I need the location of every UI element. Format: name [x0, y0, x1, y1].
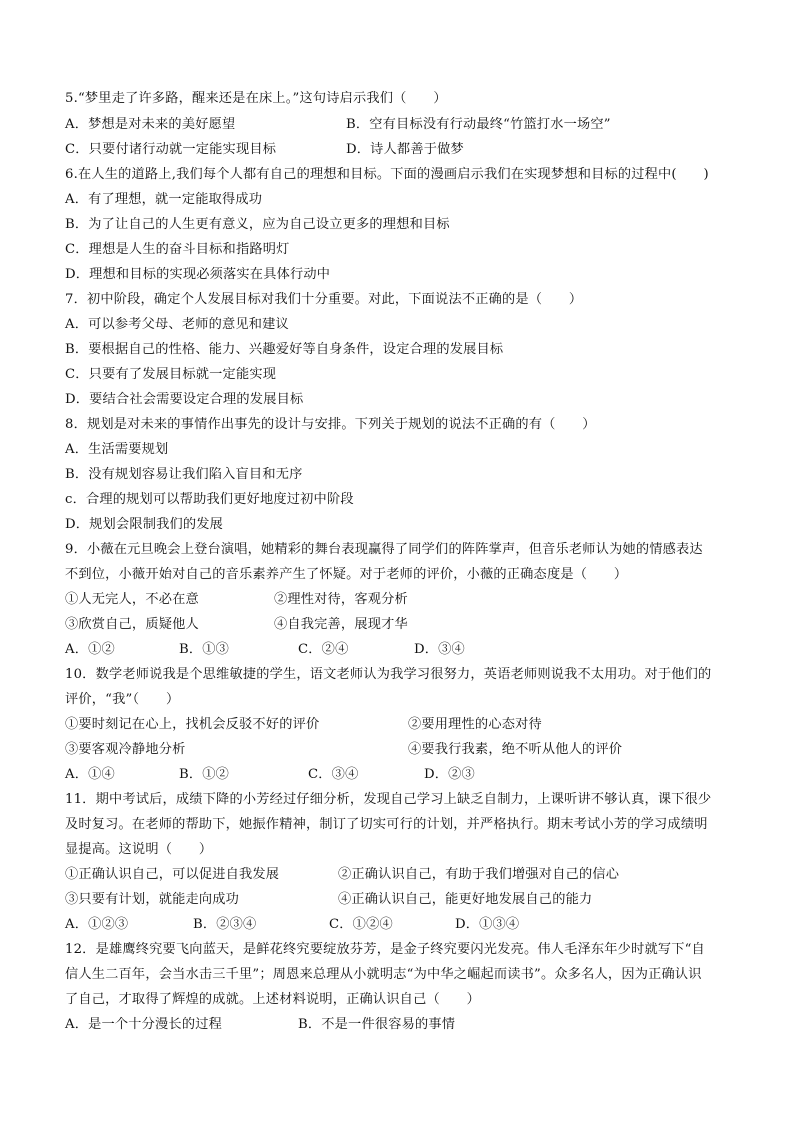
question-7-option-c: C．只要有了发展目标就一定能实现 [65, 367, 277, 382]
question-10-statement-2: ②要用理性的心态对待 [408, 717, 542, 732]
question-10-stem-line-2: 评价，“我”（ ） [65, 692, 180, 707]
question-7-option-d: D．要结合社会需要设定合理的发展目标 [65, 392, 304, 407]
question-8-option-c: c．合理的规划可以帮助我们更好地度过初中阶段 [65, 492, 354, 507]
question-10-stem-line-1: 10．数学老师说我是个思维敏捷的学生，语文老师认为我学习很努力，英语老师则说我不太用功。对于他们的 [65, 667, 712, 682]
question-11-stem-line-3: 显提高。这说明（ ） [65, 842, 213, 857]
question-10-choice-a: A．①④ [65, 767, 115, 782]
question-5-stem: 5.“梦里走了许多路，醒来还是在床上。”这句诗启示我们（ ） [65, 91, 447, 106]
question-9-statement-1: ①人无完人，不必在意 [65, 592, 199, 607]
question-9-statement-2: ②理性对待，客观分析 [274, 592, 408, 607]
question-9-stem-line-2: 不到位，小薇开始对自己的音乐素养产生了怀疑。对于老师的评价，小薇的正确态度是（ ） [65, 567, 628, 582]
question-9-statement-4: ④自我完善，展现才华 [274, 617, 408, 632]
question-12-stem-line-2: 信人生二百年，会当水击三千里”；周恩来总理从小就明志“为中华之崛起而读书”。众多名人，因为正确认识 [65, 967, 702, 982]
question-10-choice-b: B．①② [179, 767, 230, 782]
question-12-option-a: A．是一个十分漫长的过程 [65, 1017, 222, 1032]
question-11-choice-c: C．①②④ [329, 917, 393, 932]
question-12-stem-line-3: 了自己，才取得了辉煌的成就。上述材料说明，正确认识自己（ ） [65, 992, 481, 1007]
question-6-option-b: B．为了让自己的人生更有意义，应为自己设立更多的理想和目标 [65, 217, 450, 232]
question-11-choice-b: B．②③④ [193, 917, 257, 932]
question-8-option-b: B．没有规划容易让我们陷入盲目和无序 [65, 467, 303, 482]
question-6-option-a: A．有了理想，就一定能取得成功 [65, 192, 263, 207]
question-6-option-d: D．理想和目标的实现必须落实在具体行动中 [65, 267, 331, 282]
question-5-option-d: D．诗人都善于做梦 [346, 142, 464, 157]
question-7-option-a: A．可以参考父母、老师的意见和建议 [65, 317, 289, 332]
question-11-statement-1: ①正确认识自己，可以促进自我发展 [65, 867, 280, 882]
question-9-choice-d: D．③④ [414, 642, 465, 657]
question-11-stem-line-1: 11．期中考试后，成绩下降的小芳经过仔细分析，发现自己学习上缺乏自制力，上课听讲不够认真，课下很少 [65, 792, 712, 807]
question-5-option-a: A．梦想是对未来的美好愿望 [65, 117, 236, 132]
question-7-option-b: B．要根据自己的性格、能力、兴趣爱好等自身条件，设定合理的发展目标 [65, 342, 504, 357]
question-5-option-b: B．空有目标没有行动最终“竹篮打水一场空” [346, 117, 611, 132]
question-9-choice-a: A．①② [65, 642, 115, 657]
question-8-option-d: D．规划会限制我们的发展 [65, 517, 224, 532]
question-9-choice-b: B．①③ [179, 642, 230, 657]
question-9-choice-c: C．②④ [298, 642, 349, 657]
question-5-option-c: C．只要付诸行动就一定能实现目标 [65, 142, 277, 157]
question-11-statement-3: ③只要有计划，就能走向成功 [65, 892, 240, 907]
question-11-choice-a: A．①②③ [65, 917, 129, 932]
question-7-stem: 7．初中阶段，确定个人发展目标对我们十分重要。对此，下面说法不正确的是（ ） [65, 292, 583, 307]
question-11-statement-4: ④正确认识自己，能更好地发展自己的能力 [338, 892, 593, 907]
question-8-stem: 8．规划是对未来的事情作出事先的设计与安排。下列关于规划的说法不正确的有（ ） [65, 417, 596, 432]
question-11-statement-2: ②正确认识自己，有助于我们增强对自己的信心 [338, 867, 620, 882]
question-9-stem-line-1: 9．小薇在元旦晚会上登台演唱，她精彩的舞台表现赢得了同学们的阵阵掌声，但音乐老师认为她的情感表达 [65, 542, 703, 557]
question-6-stem: 6.在人生的道路上,我们每个人都有自己的理想和目标。下面的漫画启示我们在实现梦想和目标的过程中( ) [65, 167, 709, 182]
question-12-stem-line-1: 12．是雄鹰终究要飞向蓝天，是鲜花终究要绽放芬芳，是金子终究要闪光发亮。伟人毛泽东年少时就写下“自 [65, 942, 705, 957]
question-11-stem-line-2: 及时复习。在老师的帮助下，她振作精神，制订了切实可行的计划，并严格执行。期末考试小芳的学习成绩明 [65, 817, 708, 832]
question-11-choice-d: D．①③④ [455, 917, 520, 932]
question-10-choice-d: D．②③ [424, 767, 475, 782]
question-10-choice-c: C．③④ [308, 767, 359, 782]
question-10-statement-3: ③要客观冷静地分析 [65, 742, 186, 757]
question-8-option-a: A．生活需要规划 [65, 442, 169, 457]
question-9-statement-3: ③欣赏自己，质疑他人 [65, 617, 199, 632]
question-6-option-c: C．理想是人生的奋斗目标和指路明灯 [65, 242, 290, 257]
question-10-statement-4: ④要我行我素，绝不听从他人的评价 [408, 742, 623, 757]
question-10-statement-1: ①要时刻记在心上，找机会反驳不好的评价 [65, 717, 320, 732]
question-12-option-b: B．不是一件很容易的事情 [298, 1017, 456, 1032]
